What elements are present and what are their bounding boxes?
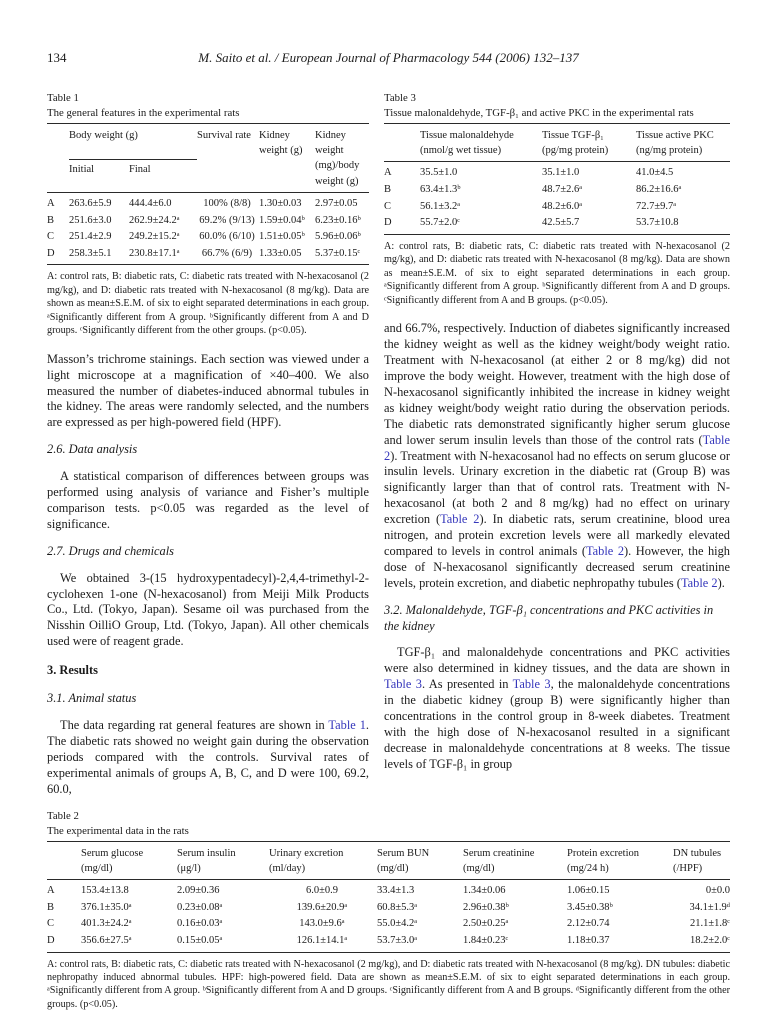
- table2-header-insulin: [177, 841, 269, 879]
- cell: 56.1±3.2ᵃ: [420, 200, 461, 212]
- cell: 55.7±2.0ᶜ: [420, 217, 460, 229]
- header-name: Serum insulin: [177, 847, 236, 859]
- table3-ref-link[interactable]: Table 3: [384, 677, 422, 692]
- text-segment: . The diabetic rats showed no weight gain during the observation periods compared with the controls. Survival rates of experimental animals of groups A, B, C, and D were 100, 69.2, 60.0,: [47, 718, 369, 796]
- section-heading-3-2: 3.2. Malonaldehyde, TGF-β₁ concentrations and PKC activities in the kidney: [384, 602, 714, 633]
- cell: 63.4±1.3ᵇ: [420, 184, 461, 196]
- cell: 2.50±0.25ᵃ: [463, 918, 509, 930]
- table3-row-b: [384, 182, 730, 199]
- table2-ref-link[interactable]: Table 2: [585, 543, 625, 558]
- cell: 21.1±1.8ᶜ: [690, 918, 730, 930]
- table2-section: [47, 810, 730, 1012]
- table1: [47, 123, 369, 265]
- paragraph-animal-status: [47, 718, 369, 798]
- cell: 2.97±0.05: [315, 197, 358, 209]
- cell: 2.12±0.74: [567, 918, 610, 930]
- table1-row-d: [47, 245, 369, 265]
- header-name: DN tubules: [673, 847, 722, 859]
- header-unit: (ml/day): [269, 862, 306, 874]
- left-column-text: [47, 352, 369, 798]
- header-unit: (mg/dl): [377, 862, 409, 874]
- header-name: Urinary excretion: [269, 847, 344, 859]
- cell: A: [47, 197, 55, 209]
- cell: 48.2±6.0ᵃ: [542, 200, 583, 212]
- cell: 72.7±9.7ᵃ: [636, 200, 677, 212]
- table2-header-row: [47, 841, 730, 879]
- table1-row-c: [47, 229, 369, 246]
- cell: 230.8±17.1ᵃ: [129, 247, 180, 259]
- section-heading-3-1: 3.1. Animal status: [47, 691, 137, 706]
- table2-footnote: A: control rats, B: diabetic rats, C: diabetic rats treated with N-hexacosanol (2 mg/kg), and D: diabetic rats treated with N-hexacosanol (8 mg/kg). DN tubules: diabetic nephropathy induced abnormal tubules. HPF: high-powered field. Data are shown as mean±S.E.M. of six to eight separated determinations in each group. ᵃSignificantly different from A group. ᵇSignificantly different from A and D groups. ᶜSignificantly different from A and B groups. ᵈSignificantly different from the other groups. (p<0.05).: [47, 958, 730, 1010]
- section-heading-2-6: 2.6. Data analysis: [47, 442, 138, 457]
- right-column: [384, 92, 730, 773]
- header-name: Protein excretion: [567, 847, 640, 859]
- cell: 1.34±0.06: [463, 884, 506, 896]
- cell: 376.1±35.0ᵃ: [81, 901, 132, 913]
- table3-corner-cell: [384, 124, 420, 162]
- text-segment: ). Treatment with N-hexacosanol had no effects on serum glucose or insulin levels. Urinary excretion in the diabetic rat (Group B) was significantly larger than that of control rats. Treatment with N-hexacosanol (at both 2 and 8 mg/kg) had no effect on urinary excretion (: [384, 448, 730, 527]
- cell: C: [384, 200, 392, 212]
- table2-header-bun: [377, 841, 463, 879]
- section-heading-2-7: 2.7. Drugs and chemicals: [47, 543, 174, 558]
- section-heading-3-results: 3. Results: [47, 663, 98, 678]
- table3-footnote: A: control rats, B: diabetic rats, C: diabetic rats treated with N-hexacosanol (2 mg/kg), and D: diabetic rats treated with N-hexacosanol (8 mg/kg). Data are shown as mean±S.E.M. of six to eight separated determinations in each group. ᵃSignificantly different from A group. ᵇSignificantly different from A and D groups. ᶜSignificantly different from A and B groups. (p<0.05).: [384, 241, 730, 306]
- page-number: 134: [47, 50, 67, 65]
- right-column-text: [384, 321, 730, 772]
- table1-ref-link[interactable]: Table 1: [328, 718, 366, 733]
- table2-header-dn-tubules: [673, 841, 730, 879]
- table1-footnote: A: control rats, B: diabetic rats, C: diabetic rats treated with N-hexacosanol (2 mg/kg), and D: diabetic rats treated with N-hexacosanol (8 mg/kg). Data are shown as mean±S.E.M. of six to eight separated determinations in each group. ᵃSignificantly different from A group. ᵇSignificantly different from A and D groups. ᶜSignificantly different from the other groups. (p<0.05).: [47, 271, 369, 337]
- cell: 251.6±3.0: [69, 214, 112, 226]
- table3-row-a: [384, 162, 730, 182]
- paragraph-malonaldehyde: [384, 645, 730, 772]
- header-unit: (mg/24 h): [567, 862, 609, 874]
- cell: 34.1±1.9ᵈ: [689, 901, 730, 913]
- table2-ref-link[interactable]: Table 2: [680, 575, 718, 590]
- two-column-layout: [47, 92, 730, 798]
- cell: 262.9±24.2ᵃ: [129, 214, 180, 226]
- cell: D: [47, 247, 55, 259]
- cell: 42.5±5.7: [542, 217, 580, 229]
- cell: 41.0±4.5: [636, 167, 674, 179]
- table1-header-kidney: Kidney weight (g): [259, 124, 315, 193]
- header-unit: (mg/dl): [81, 862, 113, 874]
- cell: 356.6±27.5ᵃ: [81, 934, 132, 946]
- cell: 0.23±0.08ᵃ: [177, 901, 223, 913]
- text-segment: . As presented in: [421, 677, 513, 692]
- cell: 153.4±13.8: [81, 884, 129, 896]
- cell: 1.59±0.04ᵇ: [259, 214, 305, 226]
- table1-label: Table 1: [47, 92, 79, 104]
- cell: C: [47, 918, 55, 930]
- cell: 53.7±10.8: [636, 217, 679, 229]
- table3-header-malonaldehyde: [420, 124, 542, 162]
- running-head: [47, 50, 730, 66]
- header-name: Serum glucose: [81, 847, 144, 859]
- cell: 1.84±0.23ᶜ: [463, 934, 509, 946]
- cell: 60.8±5.3ᵃ: [377, 901, 418, 913]
- cell: 35.1±1.0: [542, 167, 580, 179]
- table3-caption: Tissue malonaldehyde, TGF-β₁ and active PKC in the experimental rats: [384, 107, 694, 119]
- cell: 0±0.0: [705, 884, 730, 896]
- table2-ref-link[interactable]: Table 2: [384, 432, 730, 463]
- text-segment: and 66.7%, respectively. Induction of diabetes significantly increased the kidney weight as well as the kidney weight/body weight ratio. Treatment with N-hexacosanol (at either 2 or 8 mg/kg) did not improve the body weight. However, treatment with the high dose of N-hexacosanol significantly inhibited the increase in kidney weight as kidney weight/body weight ratio during the observation periods. The diabetic rats demonstrated significantly higher serum glucose and lower serum insulin levels than those of the control rats (: [384, 321, 730, 447]
- cell: D: [384, 217, 392, 229]
- table3-label: Table 3: [384, 92, 416, 104]
- text-segment: TGF-β₁ and malonaldehyde concentrations and PKC activities were also determined in kidney tissues, and the data are shown in: [384, 645, 730, 676]
- table2-row-b: [47, 899, 730, 916]
- table2-label: Table 2: [47, 809, 79, 822]
- header-unit: (ng/mg protein): [636, 145, 703, 157]
- text-segment: ). However, the high dose of N-hexacosanol significantly decreased serum creatinine levels, protein excretion, and diabetic nephropathy tubules (: [384, 543, 730, 590]
- cell: 1.33±0.05: [259, 247, 302, 259]
- cell: 251.4±2.9: [69, 231, 112, 243]
- cell: A: [47, 884, 55, 896]
- cell: 2.96±0.38ᵇ: [463, 901, 509, 913]
- cell: B: [47, 901, 55, 913]
- table1-corner-cell: [47, 124, 69, 193]
- left-column: [47, 92, 369, 798]
- cell: 66.7% (6/9): [201, 247, 253, 259]
- header-unit: (mg/dl): [463, 862, 495, 874]
- cell: 53.7±3.0ᵃ: [377, 934, 418, 946]
- cell: 69.2% (9/13): [199, 214, 255, 226]
- header-name: Tissue active PKC: [636, 130, 714, 141]
- table3: [384, 123, 730, 235]
- table2-header-glucose: [81, 841, 177, 879]
- cell: B: [384, 184, 392, 196]
- table1-group-header: Body weight (g): [69, 124, 197, 160]
- cell: 1.06±0.15: [567, 884, 610, 896]
- cell: D: [47, 934, 55, 946]
- cell: 143.0±9.6ᵃ: [299, 918, 345, 930]
- cell: 1.18±0.37: [567, 934, 610, 946]
- table2-header-creatinine: [463, 841, 567, 879]
- cell: B: [47, 214, 55, 226]
- header-name: Tissue TGF-β₁: [542, 130, 604, 141]
- table2: [47, 841, 730, 953]
- header-unit: (pg/mg protein): [542, 145, 609, 157]
- cell: 1.51±0.05ᵇ: [259, 231, 305, 243]
- table1-row-b: [47, 212, 369, 229]
- text-segment: ).: [717, 575, 725, 590]
- table1-header-survival: Survival rate: [197, 124, 259, 193]
- header-unit: (nmol/g wet tissue): [420, 145, 502, 157]
- paragraph-statistics: A statistical comparison of differences between groups was performed using analysis of variance and Fisher’s multiple comparison tests. p<0.05 was regarded as the level of significance.: [47, 469, 369, 531]
- table1-header-final: Final: [129, 159, 197, 192]
- cell: C: [47, 231, 55, 243]
- header-name: Tissue malonaldehyde: [420, 130, 514, 141]
- paragraph-drugs: We obtained 3-(15 hydroxypentadecyl)-2,4,4-trimethyl-2-cyclohexen 1-one (N-hexacosanol) from Meiji Milk Products Co., Ltd. (Tokyo, Japan). Sesame oil was purchased from the Nisshin OilliO Group, Ltd. (Tokyo, Japan). All other chemicals used were of reagent grade.: [47, 570, 369, 649]
- paragraph-masson: Masson’s trichrome stainings. Each section was viewed under a light microscope at a magnification of ×40–400. We also measured the number of diabetes-induced abnormal tubules in the kidney. The areas were randomly selected, and the numbers are expressed as per high-powered field (HPF).: [47, 351, 369, 430]
- table2-row-c: [47, 916, 730, 933]
- table2-corner-cell: [47, 841, 81, 879]
- cell: 48.7±2.6ᵃ: [542, 184, 583, 196]
- cell: 126.1±14.1ᵃ: [296, 934, 348, 946]
- cell: 6.23±0.16ᵇ: [315, 214, 361, 226]
- table1-header-initial: Initial: [69, 159, 129, 192]
- header-name: Serum creatinine: [463, 847, 535, 859]
- cell: 401.3±24.2ᵃ: [81, 918, 132, 930]
- text-segment: ). In diabetic rats, serum creatinine, blood urea nitrogen, and protein excretion levels were all markedly elevated compared to levels in control animals (: [384, 512, 731, 558]
- table1-header-row-1: [47, 124, 369, 160]
- paragraph-results-continued: [384, 321, 730, 591]
- cell: 258.3±5.1: [69, 247, 112, 259]
- table3-header-pkc: [636, 124, 730, 162]
- cell: 2.09±0.36: [177, 884, 220, 896]
- table3-ref-link[interactable]: Table 3: [512, 677, 551, 692]
- cell: 100% (8/8): [203, 197, 251, 209]
- cell: 249.2±15.2ᵃ: [129, 231, 180, 243]
- table1-row-a: [47, 192, 369, 212]
- table2-ref-link[interactable]: Table 2: [440, 512, 480, 527]
- table1-header-ratio: Kidney weight (mg)/body weight (g): [315, 124, 369, 193]
- header-name: Serum BUN: [377, 847, 430, 859]
- cell: A: [384, 167, 392, 179]
- cell: 0.16±0.03ᵃ: [177, 918, 223, 930]
- cell: 263.6±5.9: [69, 197, 112, 209]
- table2-caption: The experimental data in the rats: [47, 824, 189, 837]
- header-unit: (/HPF): [673, 862, 703, 874]
- cell: 0.15±0.05ᵃ: [177, 934, 223, 946]
- cell: 86.2±16.6ᵃ: [636, 184, 682, 196]
- cell: 1.30±0.03: [259, 197, 302, 209]
- running-head-title: M. Saito et al. / European Journal of Pharmacology 544 (2006) 132–137: [198, 50, 579, 65]
- table2-row-a: [47, 879, 730, 899]
- table2-row-d: [47, 932, 730, 952]
- table3-row-c: [384, 198, 730, 215]
- table1-caption: The general features in the experimental rats: [47, 107, 240, 119]
- table3-header-row: [384, 124, 730, 162]
- cell: 6.0±0.9: [305, 884, 338, 896]
- table3-header-tgf: [542, 124, 636, 162]
- table3-row-d: [384, 215, 730, 235]
- cell: 5.96±0.06ᵇ: [315, 231, 361, 243]
- cell: 33.4±1.3: [377, 884, 415, 896]
- cell: 3.45±0.38ᵇ: [567, 901, 613, 913]
- cell: 444.4±6.0: [129, 197, 172, 209]
- text-segment: The data regarding rat general features are shown in: [60, 718, 329, 733]
- cell: 5.37±0.15ᶜ: [315, 247, 361, 259]
- cell: 139.6±20.9ᵃ: [296, 901, 348, 913]
- cell: 35.5±1.0: [420, 167, 458, 179]
- table2-header-urinary: [269, 841, 377, 879]
- cell: 18.2±2.0ᶜ: [690, 934, 730, 946]
- text-segment: , the malonaldehyde concentrations in the diabetic kidney (group B) were significantly higher than concentrations in the control group in 8-week diabetes. Treatment with the high dose of N-hexacosanol resulted in a significant decrease in malonaldehyde concentrations at 8 weeks. The tissue levels of TGF-β₁ in group: [384, 677, 731, 771]
- cell: 55.0±4.2ᵃ: [377, 918, 418, 930]
- cell: 60.0% (6/10): [199, 231, 255, 243]
- table2-header-protein: [567, 841, 673, 879]
- header-unit: (μg/l): [177, 862, 201, 874]
